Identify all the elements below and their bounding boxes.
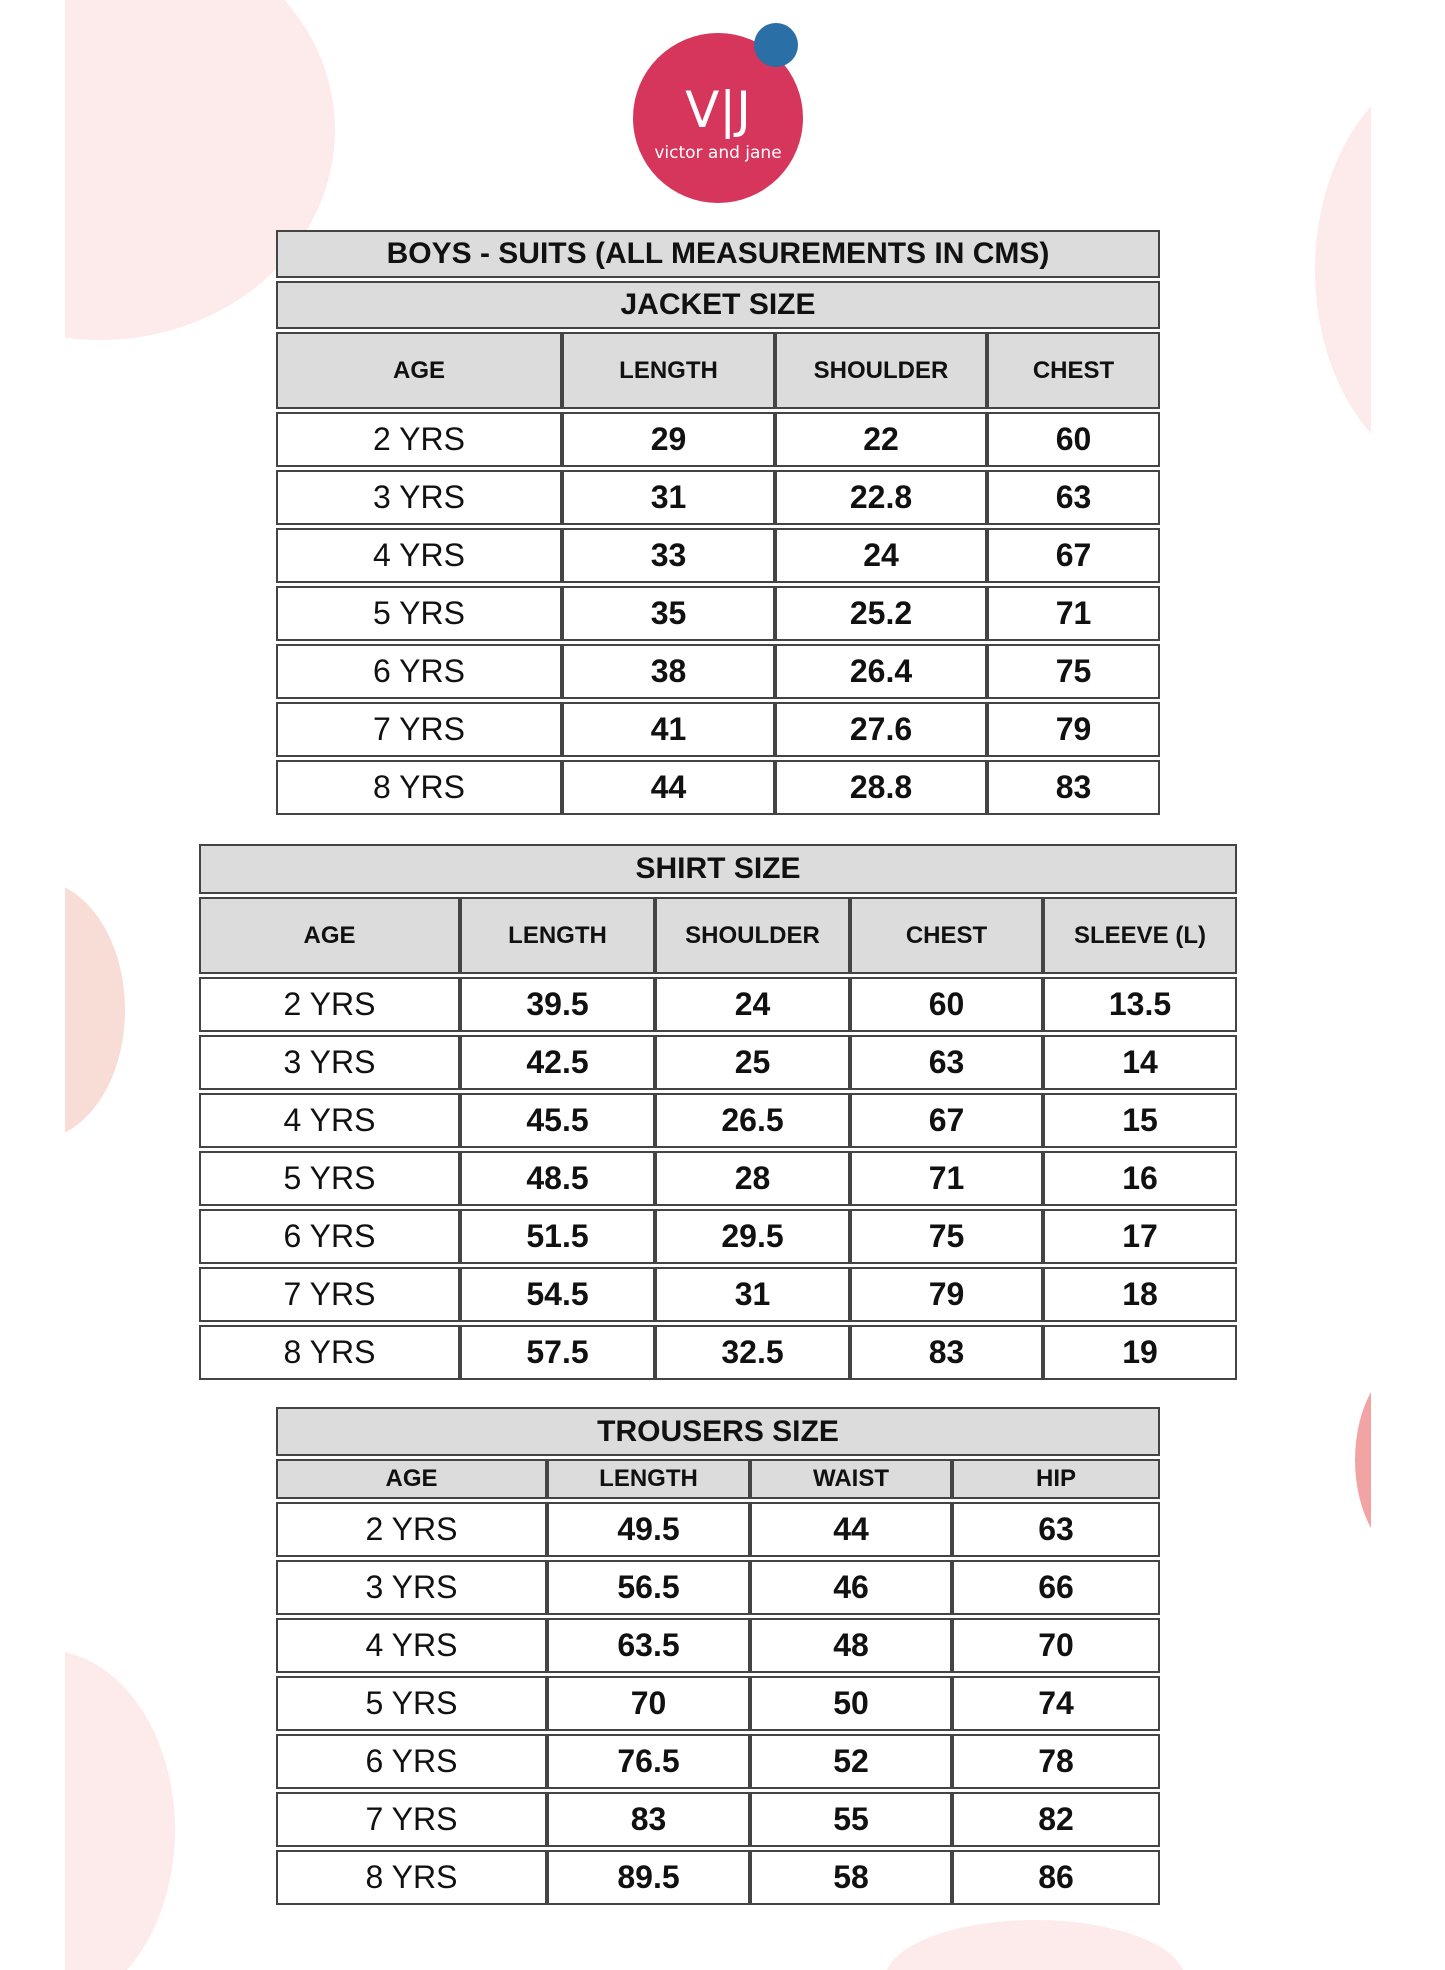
- table-row: [276, 1676, 1160, 1731]
- value-cell: 41: [562, 702, 775, 757]
- table-row: [276, 760, 1160, 815]
- value-cell: 70: [547, 1676, 750, 1731]
- hd colh-row: [276, 332, 1160, 409]
- value-cell: 24: [655, 977, 850, 1032]
- value-cell: 60: [987, 412, 1160, 467]
- value-cell: 51.5: [460, 1209, 655, 1264]
- table-title: JACKET SIZE: [276, 281, 1160, 329]
- value-cell: 39.5: [460, 977, 655, 1032]
- title-row: [199, 844, 1237, 894]
- age-cell: 5 YRS: [276, 586, 562, 641]
- age-cell: 8 YRS: [276, 1850, 547, 1905]
- bg-blob: [65, 880, 125, 1140]
- age-cell: 3 YRS: [276, 470, 562, 525]
- column-header: HIP: [952, 1459, 1160, 1499]
- table-row: [199, 977, 1237, 1032]
- value-cell: 29.5: [655, 1209, 850, 1264]
- hd colh-row: [276, 1459, 1160, 1499]
- value-cell: 14: [1043, 1035, 1237, 1090]
- value-cell: 86: [952, 1850, 1160, 1905]
- value-cell: 16: [1043, 1151, 1237, 1206]
- size-table-1: [199, 841, 1237, 1383]
- value-cell: 79: [987, 702, 1160, 757]
- value-cell: 44: [562, 760, 775, 815]
- value-cell: 25: [655, 1035, 850, 1090]
- value-cell: 74: [952, 1676, 1160, 1731]
- value-cell: 67: [987, 528, 1160, 583]
- value-cell: 13.5: [1043, 977, 1237, 1032]
- table-row: [276, 1502, 1160, 1557]
- bg-blob: [1315, 60, 1371, 480]
- value-cell: 24: [775, 528, 987, 583]
- age-cell: 8 YRS: [199, 1325, 460, 1380]
- value-cell: 71: [987, 586, 1160, 641]
- age-cell: 4 YRS: [199, 1093, 460, 1148]
- value-cell: 44: [750, 1502, 952, 1557]
- table-row: [276, 586, 1160, 641]
- value-cell: 31: [655, 1267, 850, 1322]
- age-cell: 7 YRS: [276, 1792, 547, 1847]
- value-cell: 18: [1043, 1267, 1237, 1322]
- column-header: CHEST: [850, 897, 1043, 974]
- age-cell: 7 YRS: [276, 702, 562, 757]
- column-header: SHOULDER: [775, 332, 987, 409]
- value-cell: 83: [547, 1792, 750, 1847]
- value-cell: 45.5: [460, 1093, 655, 1148]
- value-cell: 83: [987, 760, 1160, 815]
- age-cell: 5 YRS: [199, 1151, 460, 1206]
- value-cell: 67: [850, 1093, 1043, 1148]
- value-cell: 63: [850, 1035, 1043, 1090]
- value-cell: 22: [775, 412, 987, 467]
- age-cell: 3 YRS: [276, 1560, 547, 1615]
- value-cell: 66: [952, 1560, 1160, 1615]
- table-title: TROUSERS SIZE: [276, 1407, 1160, 1456]
- value-cell: 19: [1043, 1325, 1237, 1380]
- value-cell: 83: [850, 1325, 1043, 1380]
- table-row: [276, 702, 1160, 757]
- value-cell: 42.5: [460, 1035, 655, 1090]
- value-cell: 31: [562, 470, 775, 525]
- value-cell: 48: [750, 1618, 952, 1673]
- title-row: [276, 281, 1160, 329]
- value-cell: 46: [750, 1560, 952, 1615]
- logo-text: victor and jane: [654, 143, 782, 163]
- column-header: WAIST: [750, 1459, 952, 1499]
- bg-blob: [1355, 1360, 1371, 1560]
- table-row: [276, 1792, 1160, 1847]
- value-cell: 29: [562, 412, 775, 467]
- column-header: LENGTH: [547, 1459, 750, 1499]
- age-cell: 4 YRS: [276, 528, 562, 583]
- value-cell: 63: [987, 470, 1160, 525]
- table-row: [199, 1151, 1237, 1206]
- value-cell: 82: [952, 1792, 1160, 1847]
- table-row: [199, 1035, 1237, 1090]
- value-cell: 28.8: [775, 760, 987, 815]
- value-cell: 60: [850, 977, 1043, 1032]
- value-cell: 75: [987, 644, 1160, 699]
- table-row: [276, 1618, 1160, 1673]
- value-cell: 22.8: [775, 470, 987, 525]
- value-cell: 28: [655, 1151, 850, 1206]
- value-cell: 57.5: [460, 1325, 655, 1380]
- value-cell: 54.5: [460, 1267, 655, 1322]
- size-table-0: [276, 227, 1160, 818]
- column-header: SLEEVE (L): [1043, 897, 1237, 974]
- size-table-2: [276, 1404, 1160, 1908]
- value-cell: 58: [750, 1850, 952, 1905]
- value-cell: 26.4: [775, 644, 987, 699]
- value-cell: 70: [952, 1618, 1160, 1673]
- age-cell: 6 YRS: [276, 1734, 547, 1789]
- logo-mark: V|J: [685, 81, 751, 139]
- value-cell: 71: [850, 1151, 1043, 1206]
- value-cell: 35: [562, 586, 775, 641]
- table-row: [199, 1093, 1237, 1148]
- column-header: AGE: [199, 897, 460, 974]
- table-row: [276, 412, 1160, 467]
- value-cell: 75: [850, 1209, 1043, 1264]
- age-cell: 2 YRS: [276, 412, 562, 467]
- table-row: [199, 1209, 1237, 1264]
- age-cell: 6 YRS: [276, 644, 562, 699]
- table-row: [276, 528, 1160, 583]
- value-cell: 78: [952, 1734, 1160, 1789]
- value-cell: 76.5: [547, 1734, 750, 1789]
- value-cell: 27.6: [775, 702, 987, 757]
- age-cell: 7 YRS: [199, 1267, 460, 1322]
- table-row: [276, 644, 1160, 699]
- column-header: SHOULDER: [655, 897, 850, 974]
- bg-blob: [885, 1920, 1185, 1970]
- value-cell: 48.5: [460, 1151, 655, 1206]
- value-cell: 63.5: [547, 1618, 750, 1673]
- column-header: AGE: [276, 332, 562, 409]
- value-cell: 49.5: [547, 1502, 750, 1557]
- value-cell: 56.5: [547, 1560, 750, 1615]
- age-cell: 8 YRS: [276, 760, 562, 815]
- bg-blob: [65, 1650, 175, 1970]
- age-cell: 5 YRS: [276, 1676, 547, 1731]
- value-cell: 25.2: [775, 586, 987, 641]
- value-cell: 52: [750, 1734, 952, 1789]
- value-cell: 63: [952, 1502, 1160, 1557]
- age-cell: 6 YRS: [199, 1209, 460, 1264]
- age-cell: 4 YRS: [276, 1618, 547, 1673]
- value-cell: 50: [750, 1676, 952, 1731]
- value-cell: 15: [1043, 1093, 1237, 1148]
- logo-dot: [754, 23, 798, 67]
- age-cell: 2 YRS: [199, 977, 460, 1032]
- table-row: [199, 1267, 1237, 1322]
- age-cell: 2 YRS: [276, 1502, 547, 1557]
- column-header: LENGTH: [562, 332, 775, 409]
- table-row: [276, 1560, 1160, 1615]
- table-row: [276, 1850, 1160, 1905]
- value-cell: 55: [750, 1792, 952, 1847]
- age-cell: 3 YRS: [199, 1035, 460, 1090]
- title-row: [276, 230, 1160, 278]
- value-cell: 17: [1043, 1209, 1237, 1264]
- hd colh-row: [199, 897, 1237, 974]
- column-header: CHEST: [987, 332, 1160, 409]
- table-row: [276, 470, 1160, 525]
- value-cell: 89.5: [547, 1850, 750, 1905]
- table-title: SHIRT SIZE: [199, 844, 1237, 894]
- column-header: LENGTH: [460, 897, 655, 974]
- value-cell: 38: [562, 644, 775, 699]
- value-cell: 26.5: [655, 1093, 850, 1148]
- value-cell: 33: [562, 528, 775, 583]
- main-title: BOYS - SUITS (ALL MEASUREMENTS IN CMS): [276, 230, 1160, 278]
- table-row: [276, 1734, 1160, 1789]
- column-header: AGE: [276, 1459, 547, 1499]
- value-cell: 79: [850, 1267, 1043, 1322]
- table-row: [199, 1325, 1237, 1380]
- value-cell: 32.5: [655, 1325, 850, 1380]
- title-row: [276, 1407, 1160, 1456]
